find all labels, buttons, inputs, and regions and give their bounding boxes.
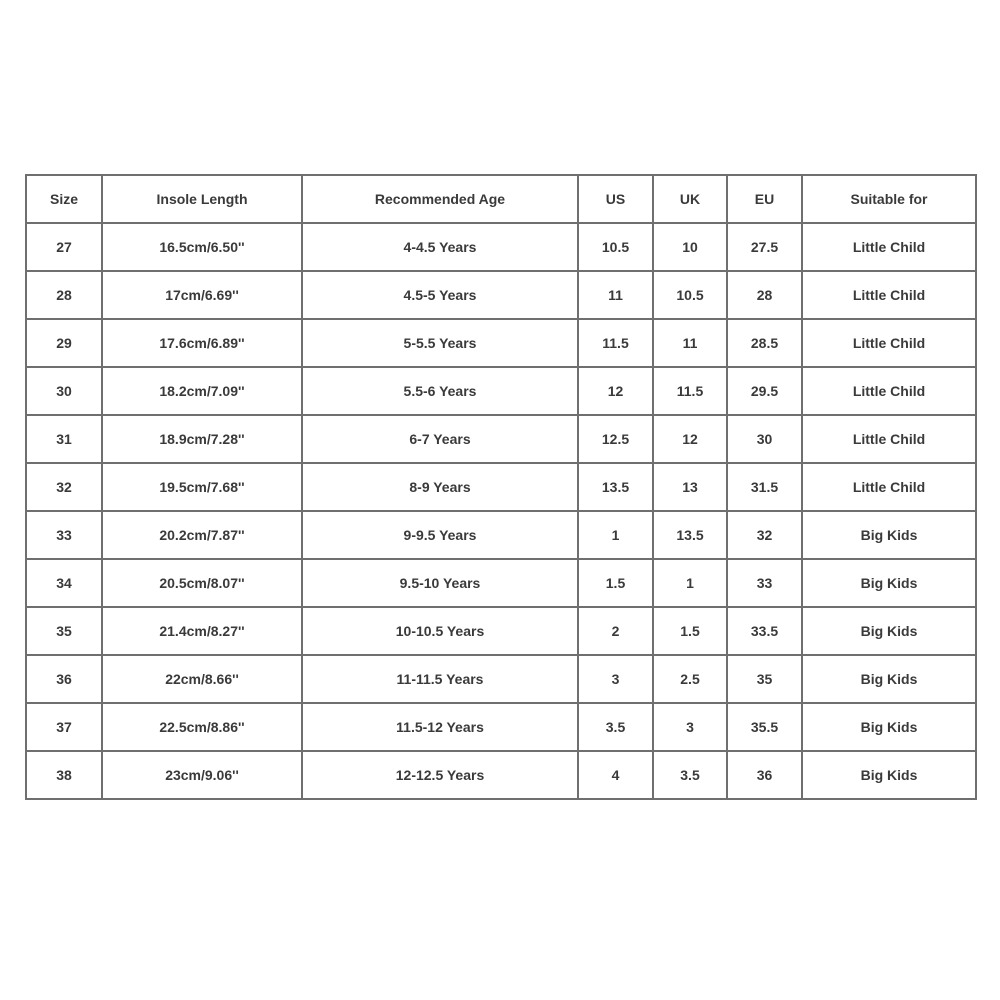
cell-uk: 10.5 xyxy=(653,271,727,319)
table-row xyxy=(26,367,976,415)
cell-uk: 13.5 xyxy=(653,511,727,559)
cell-recommended-age: 5-5.5 Years xyxy=(302,319,578,367)
cell-insole-length: 20.5cm/8.07'' xyxy=(102,559,302,607)
cell-uk: 11 xyxy=(653,319,727,367)
cell-suitable-for: Big Kids xyxy=(802,559,976,607)
cell-size: 28 xyxy=(26,271,102,319)
cell-insole-length: 20.2cm/7.87'' xyxy=(102,511,302,559)
table-row xyxy=(26,415,976,463)
cell-size: 33 xyxy=(26,511,102,559)
cell-insole-length: 18.9cm/7.28'' xyxy=(102,415,302,463)
cell-suitable-for: Little Child xyxy=(802,367,976,415)
header-recommended-age: Recommended Age xyxy=(302,175,578,223)
table-row xyxy=(26,319,976,367)
header-size: Size xyxy=(26,175,102,223)
cell-uk: 1.5 xyxy=(653,607,727,655)
cell-eu: 35.5 xyxy=(727,703,802,751)
table-row xyxy=(26,271,976,319)
cell-size: 37 xyxy=(26,703,102,751)
cell-eu: 29.5 xyxy=(727,367,802,415)
cell-eu: 33 xyxy=(727,559,802,607)
cell-eu: 36 xyxy=(727,751,802,799)
cell-suitable-for: Big Kids xyxy=(802,703,976,751)
cell-insole-length: 17cm/6.69'' xyxy=(102,271,302,319)
size-chart-table xyxy=(25,174,977,800)
cell-uk: 10 xyxy=(653,223,727,271)
cell-eu: 35 xyxy=(727,655,802,703)
cell-eu: 28.5 xyxy=(727,319,802,367)
cell-size: 38 xyxy=(26,751,102,799)
cell-size: 27 xyxy=(26,223,102,271)
cell-us: 13.5 xyxy=(578,463,653,511)
table-row xyxy=(26,655,976,703)
cell-suitable-for: Little Child xyxy=(802,271,976,319)
cell-suitable-for: Big Kids xyxy=(802,511,976,559)
table-row xyxy=(26,703,976,751)
cell-size: 31 xyxy=(26,415,102,463)
cell-insole-length: 18.2cm/7.09'' xyxy=(102,367,302,415)
cell-uk: 12 xyxy=(653,415,727,463)
cell-recommended-age: 11.5-12 Years xyxy=(302,703,578,751)
cell-size: 29 xyxy=(26,319,102,367)
table-row xyxy=(26,607,976,655)
cell-size: 30 xyxy=(26,367,102,415)
cell-eu: 33.5 xyxy=(727,607,802,655)
cell-recommended-age: 6-7 Years xyxy=(302,415,578,463)
cell-uk: 13 xyxy=(653,463,727,511)
cell-suitable-for: Little Child xyxy=(802,415,976,463)
cell-recommended-age: 12-12.5 Years xyxy=(302,751,578,799)
cell-suitable-for: Little Child xyxy=(802,223,976,271)
cell-insole-length: 17.6cm/6.89'' xyxy=(102,319,302,367)
table-row xyxy=(26,511,976,559)
header-us: US xyxy=(578,175,653,223)
cell-uk: 2.5 xyxy=(653,655,727,703)
cell-suitable-for: Big Kids xyxy=(802,607,976,655)
cell-recommended-age: 9-9.5 Years xyxy=(302,511,578,559)
cell-suitable-for: Little Child xyxy=(802,319,976,367)
table-row xyxy=(26,559,976,607)
cell-recommended-age: 4-4.5 Years xyxy=(302,223,578,271)
cell-suitable-for: Big Kids xyxy=(802,751,976,799)
cell-recommended-age: 10-10.5 Years xyxy=(302,607,578,655)
cell-uk: 11.5 xyxy=(653,367,727,415)
cell-size: 36 xyxy=(26,655,102,703)
cell-insole-length: 22cm/8.66'' xyxy=(102,655,302,703)
cell-size: 34 xyxy=(26,559,102,607)
header-eu: EU xyxy=(727,175,802,223)
cell-eu: 30 xyxy=(727,415,802,463)
cell-us: 10.5 xyxy=(578,223,653,271)
cell-recommended-age: 5.5-6 Years xyxy=(302,367,578,415)
cell-eu: 31.5 xyxy=(727,463,802,511)
cell-us: 3 xyxy=(578,655,653,703)
cell-eu: 28 xyxy=(727,271,802,319)
cell-recommended-age: 8-9 Years xyxy=(302,463,578,511)
cell-recommended-age: 9.5-10 Years xyxy=(302,559,578,607)
cell-insole-length: 19.5cm/7.68'' xyxy=(102,463,302,511)
table-row xyxy=(26,463,976,511)
header-insole-length: Insole Length xyxy=(102,175,302,223)
cell-size: 32 xyxy=(26,463,102,511)
cell-insole-length: 23cm/9.06'' xyxy=(102,751,302,799)
cell-us: 11 xyxy=(578,271,653,319)
cell-insole-length: 22.5cm/8.86'' xyxy=(102,703,302,751)
cell-uk: 1 xyxy=(653,559,727,607)
cell-size: 35 xyxy=(26,607,102,655)
cell-us: 3.5 xyxy=(578,703,653,751)
header-uk: UK xyxy=(653,175,727,223)
cell-insole-length: 16.5cm/6.50'' xyxy=(102,223,302,271)
table-header-row xyxy=(26,175,976,223)
cell-us: 12 xyxy=(578,367,653,415)
cell-uk: 3.5 xyxy=(653,751,727,799)
table-row xyxy=(26,751,976,799)
cell-us: 11.5 xyxy=(578,319,653,367)
header-suitable-for: Suitable for xyxy=(802,175,976,223)
cell-recommended-age: 11-11.5 Years xyxy=(302,655,578,703)
cell-insole-length: 21.4cm/8.27'' xyxy=(102,607,302,655)
table-row xyxy=(26,223,976,271)
cell-uk: 3 xyxy=(653,703,727,751)
cell-eu: 32 xyxy=(727,511,802,559)
cell-us: 1 xyxy=(578,511,653,559)
cell-eu: 27.5 xyxy=(727,223,802,271)
cell-us: 1.5 xyxy=(578,559,653,607)
cell-suitable-for: Little Child xyxy=(802,463,976,511)
cell-us: 4 xyxy=(578,751,653,799)
cell-us: 2 xyxy=(578,607,653,655)
cell-us: 12.5 xyxy=(578,415,653,463)
cell-recommended-age: 4.5-5 Years xyxy=(302,271,578,319)
cell-suitable-for: Big Kids xyxy=(802,655,976,703)
